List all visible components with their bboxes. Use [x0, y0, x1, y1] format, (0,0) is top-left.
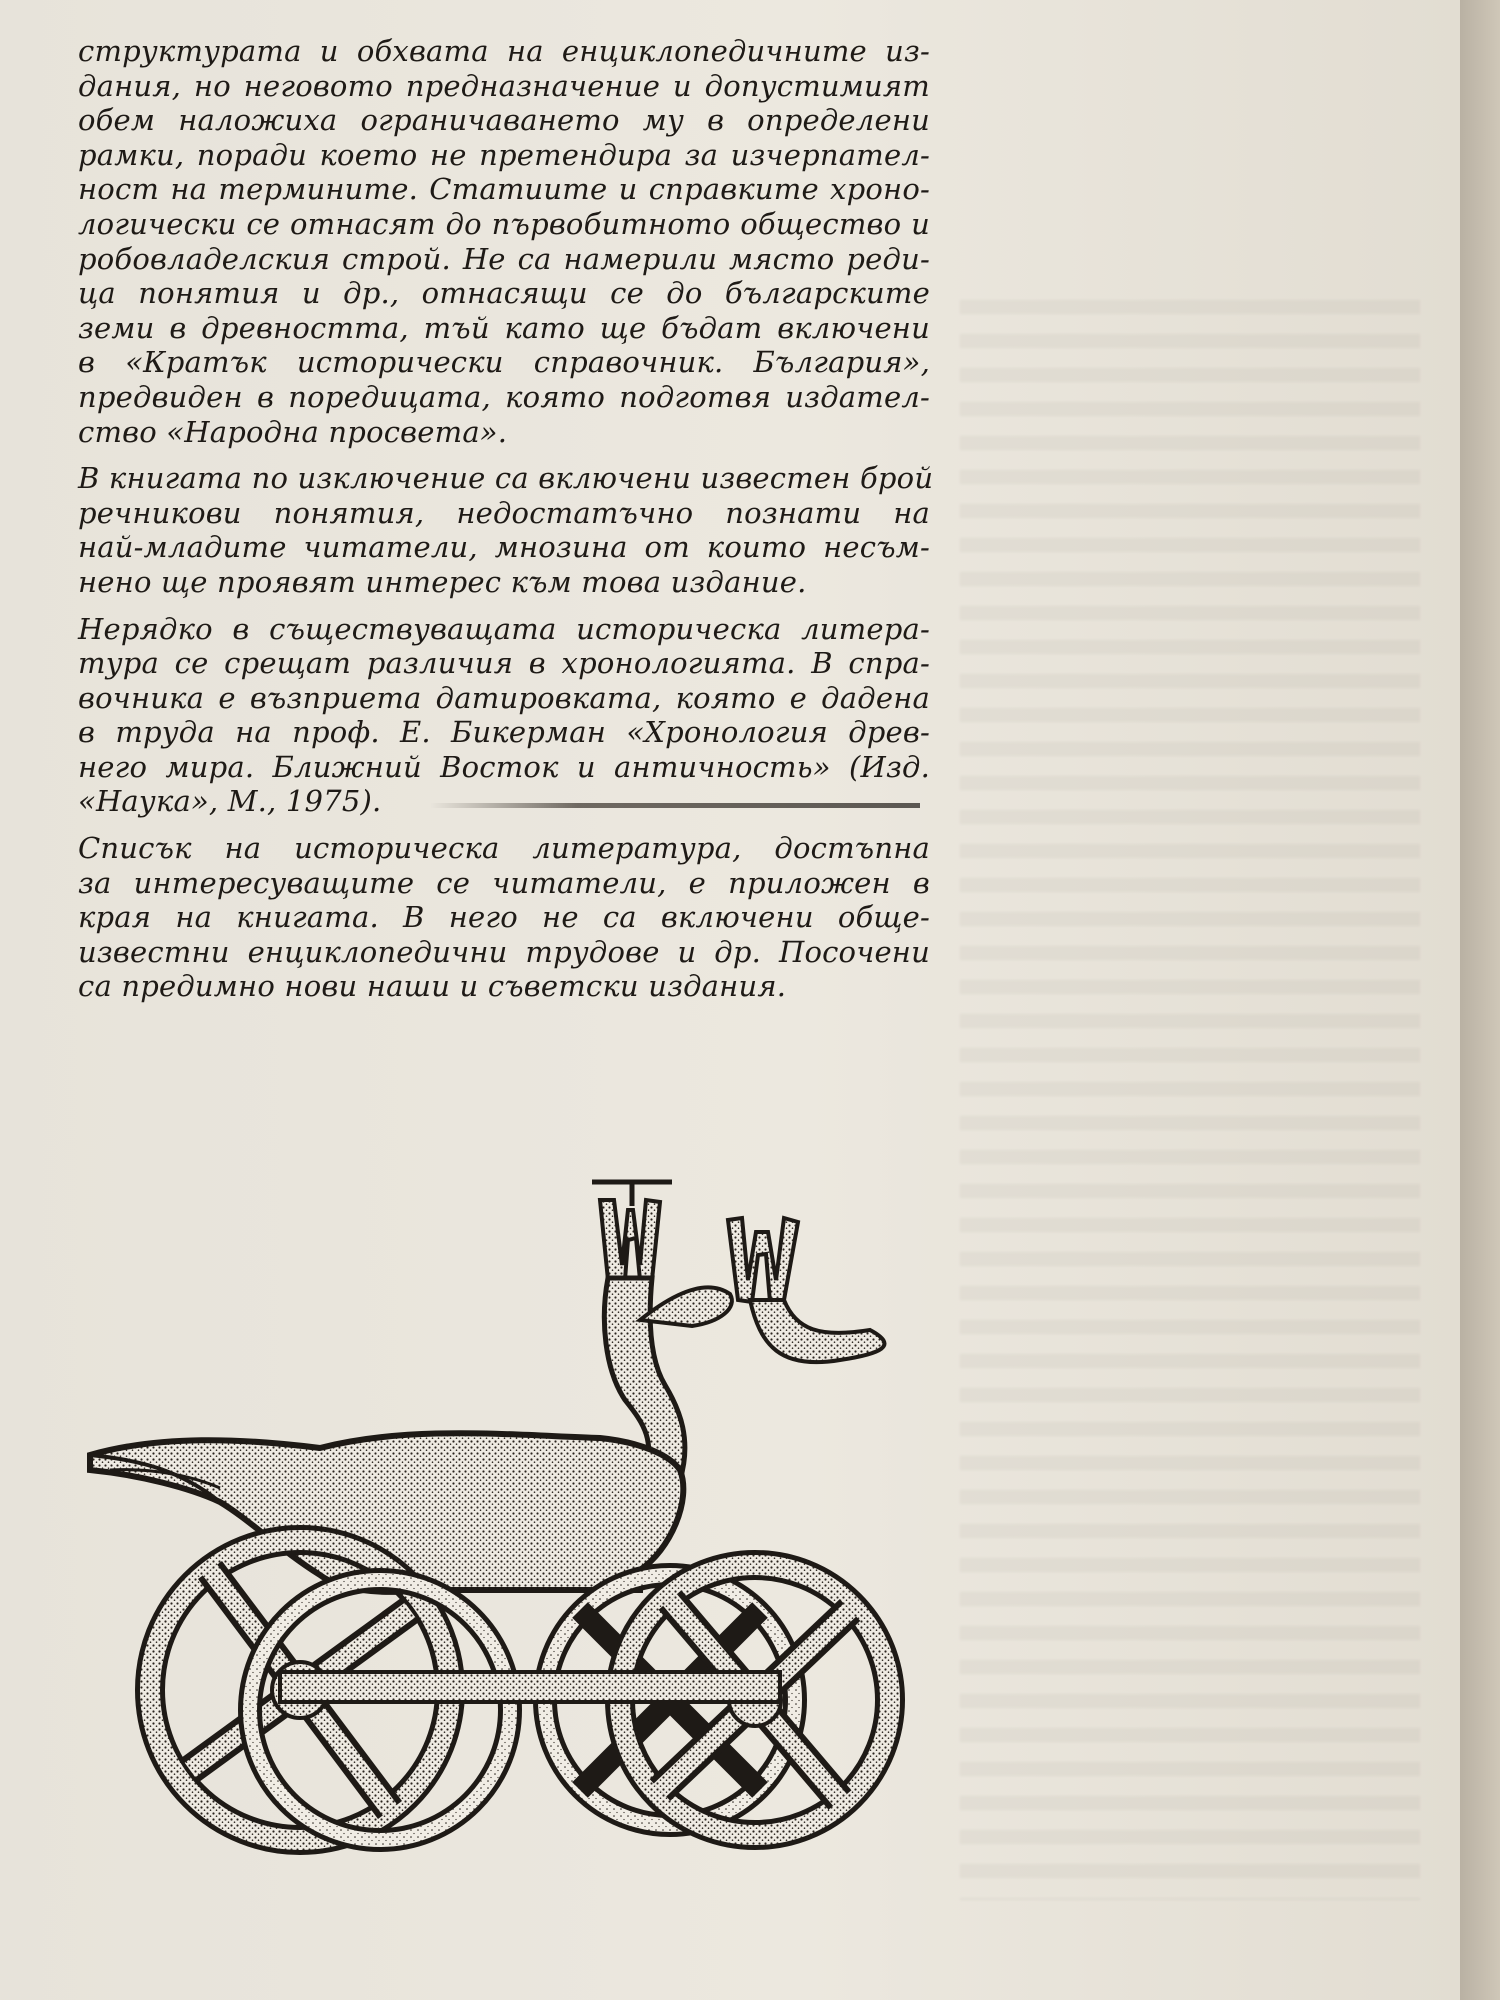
text-line: дания, но неговото предназначение и допустимият	[78, 68, 930, 103]
text-line: него мира. Ближний Восток и античность» (Изд.	[78, 749, 930, 784]
text-line: логически се отнасят до първобитното общество и	[78, 206, 930, 241]
text-line: тура се срещат различия в хронологията. В спра-	[78, 646, 930, 681]
text-line: обем наложиха ограничаването му в определени	[78, 103, 930, 138]
text-line: робовладелския строй. Не са намерили място реди-	[78, 241, 930, 276]
text-line: предвиден в поредицата, която подготвя издател-	[78, 379, 930, 414]
show-through-text	[960, 300, 1420, 1900]
text-line: са предимно нови наши и съветски издания.	[78, 969, 787, 1004]
text-line: речникови понятия, недостатъчно познати на	[78, 495, 930, 530]
text-line: Списък на историческа литература, достъпна	[78, 831, 930, 866]
figurine-axle	[280, 1672, 780, 1702]
text-line: в «Кратък исторически справочник. България»,	[78, 345, 930, 380]
paragraph-3	[78, 612, 930, 820]
text-line: земи в древността, тъй като ще бъдат включени	[78, 310, 930, 345]
text-line: за интересуващите се читатели, е приложен в	[78, 865, 930, 900]
text-line: ство «Народна просвета».	[78, 414, 508, 449]
text-line: най-младите читатели, мнозина от които несъм-	[78, 530, 930, 565]
text-line: в труда на проф. Е. Бикерман «Хронология древ-	[78, 715, 930, 750]
paragraph-4	[78, 831, 930, 1004]
text-line: вочника е възприета датировката, която е дадена	[78, 680, 930, 715]
text-line: В книгата по изключение са включени известен брой	[78, 461, 934, 496]
paragraph-2	[78, 461, 934, 599]
separator-rule	[430, 803, 920, 808]
text-line: нено ще проявят интерес към това издание.	[78, 564, 807, 599]
text-line: структурата и обхвата на енциклопедичните из-	[78, 34, 930, 68]
page-edge	[1460, 0, 1500, 2000]
text-line: Нерядко в съществуващата историческа литера-	[78, 611, 930, 646]
text-line: рамки, поради което не претендира за изчерпател-	[78, 137, 930, 172]
text-line: «Наука», М., 1975).	[78, 784, 382, 819]
main-text	[78, 34, 934, 1016]
text-line: ца понятия и др., отнасящи се до българските	[78, 276, 930, 311]
text-line: известни енциклопедични трудове и др. Посочени	[78, 934, 930, 969]
paragraph-1	[78, 34, 930, 449]
text-line: ност на термините. Статиите и справките хроно-	[78, 172, 930, 207]
figurine-illustration	[80, 1170, 940, 1890]
bird-cart-figurine-icon	[80, 1170, 940, 1890]
text-line: края на книгата. В него не са включени обще-	[78, 900, 930, 935]
figurine-second-head	[728, 1218, 884, 1362]
